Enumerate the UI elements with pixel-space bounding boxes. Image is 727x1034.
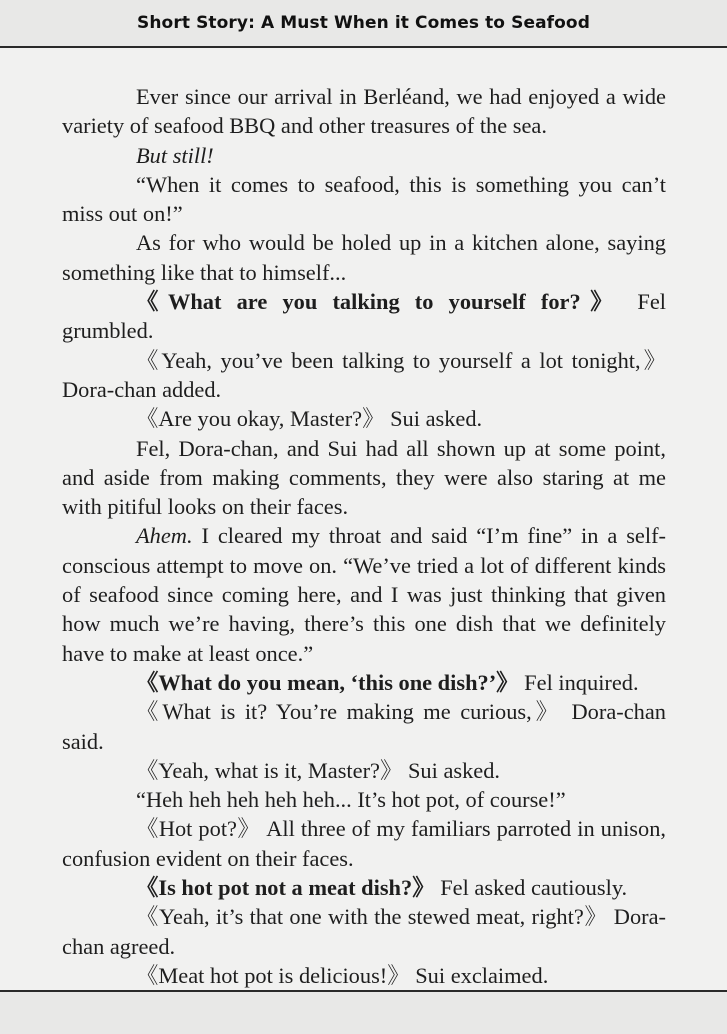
story-paragraph — [62, 873, 666, 902]
bold-text: 《Is hot pot not a meat dish?》 — [136, 875, 435, 901]
header-divider — [0, 46, 727, 48]
story-paragraph — [62, 521, 666, 667]
story-text: Ever since our arrival in Berléand, we had enjoyed a wide variety of seafood BBQ and other treasures of the sea. — [62, 84, 666, 139]
page-footer — [0, 992, 727, 1034]
story-text: I cleared my throat and said “I’m fine” in a self-conscious attempt to move on. “We’ve tried a lot of different kinds of seafood since coming here, and I was just thinking that given how much we’re having, there’s this one dish that we definitely have to make at least once.” — [62, 523, 666, 666]
page-header — [0, 0, 727, 48]
story-paragraph — [62, 170, 666, 229]
story-paragraph — [62, 434, 666, 522]
story-paragraph — [62, 668, 666, 697]
story-paragraph — [62, 697, 666, 756]
story-text: 《Meat hot pot is delicious!》 Sui exclaimed. — [136, 962, 549, 988]
story-text: 《Are you okay, Master?》 Sui asked. — [136, 406, 483, 432]
story-paragraph — [62, 287, 666, 346]
story-paragraph — [62, 82, 666, 141]
story-text: 《Yeah, you’ve been talking to yourself a lot tonight,》 Dora-chan added. — [62, 347, 666, 402]
story-paragraph — [62, 785, 666, 814]
story-paragraph — [62, 404, 666, 433]
story-paragraph — [62, 814, 666, 873]
story-paragraph — [62, 756, 666, 785]
story-text: 《Yeah, it’s that one with the stewed meat, right?》 Dora-chan agreed. — [62, 904, 666, 959]
story-text: Fel grumbled. — [62, 289, 666, 344]
story-text: 《Hot pot?》 All three of my familiars parroted in unison, confusion evident on their faces. — [62, 816, 666, 871]
story-paragraph — [62, 141, 666, 170]
bold-text: 《What do you mean, ‘this one dish?’》 — [136, 669, 519, 695]
italic-text: Ahem. — [136, 523, 193, 549]
story-paragraph — [62, 228, 666, 287]
story-text: Fel inquired. — [518, 669, 639, 695]
story-paragraph — [62, 902, 666, 961]
story-text: Fel, Dora-chan, and Sui had all shown up at some point, and aside from making comments, they were also staring at me with pitiful looks on their faces. — [62, 435, 666, 520]
story-body — [62, 82, 666, 990]
story-text: As for who would be holed up in a kitchen alone, saying something like that to himself... — [62, 230, 666, 285]
bold-text: 《What are you talking to yourself for?》 — [136, 289, 623, 315]
story-text: 《What is it? You’re making me curious,》 Dora-chan said. — [62, 699, 666, 754]
story-text: “When it comes to seafood, this is something you can’t miss out on!” — [62, 171, 666, 227]
page-title: Short Story: A Must When it Comes to Seafood — [137, 13, 590, 33]
story-text: Fel asked cautiously. — [434, 875, 628, 901]
italic-text: But still! — [136, 142, 214, 168]
story-paragraph — [62, 961, 666, 990]
story-paragraph — [62, 346, 666, 405]
story-text: 《Yeah, what is it, Master?》 Sui asked. — [136, 757, 501, 783]
story-text: “Heh heh heh heh heh... It’s hot pot, of course!” — [136, 787, 566, 813]
